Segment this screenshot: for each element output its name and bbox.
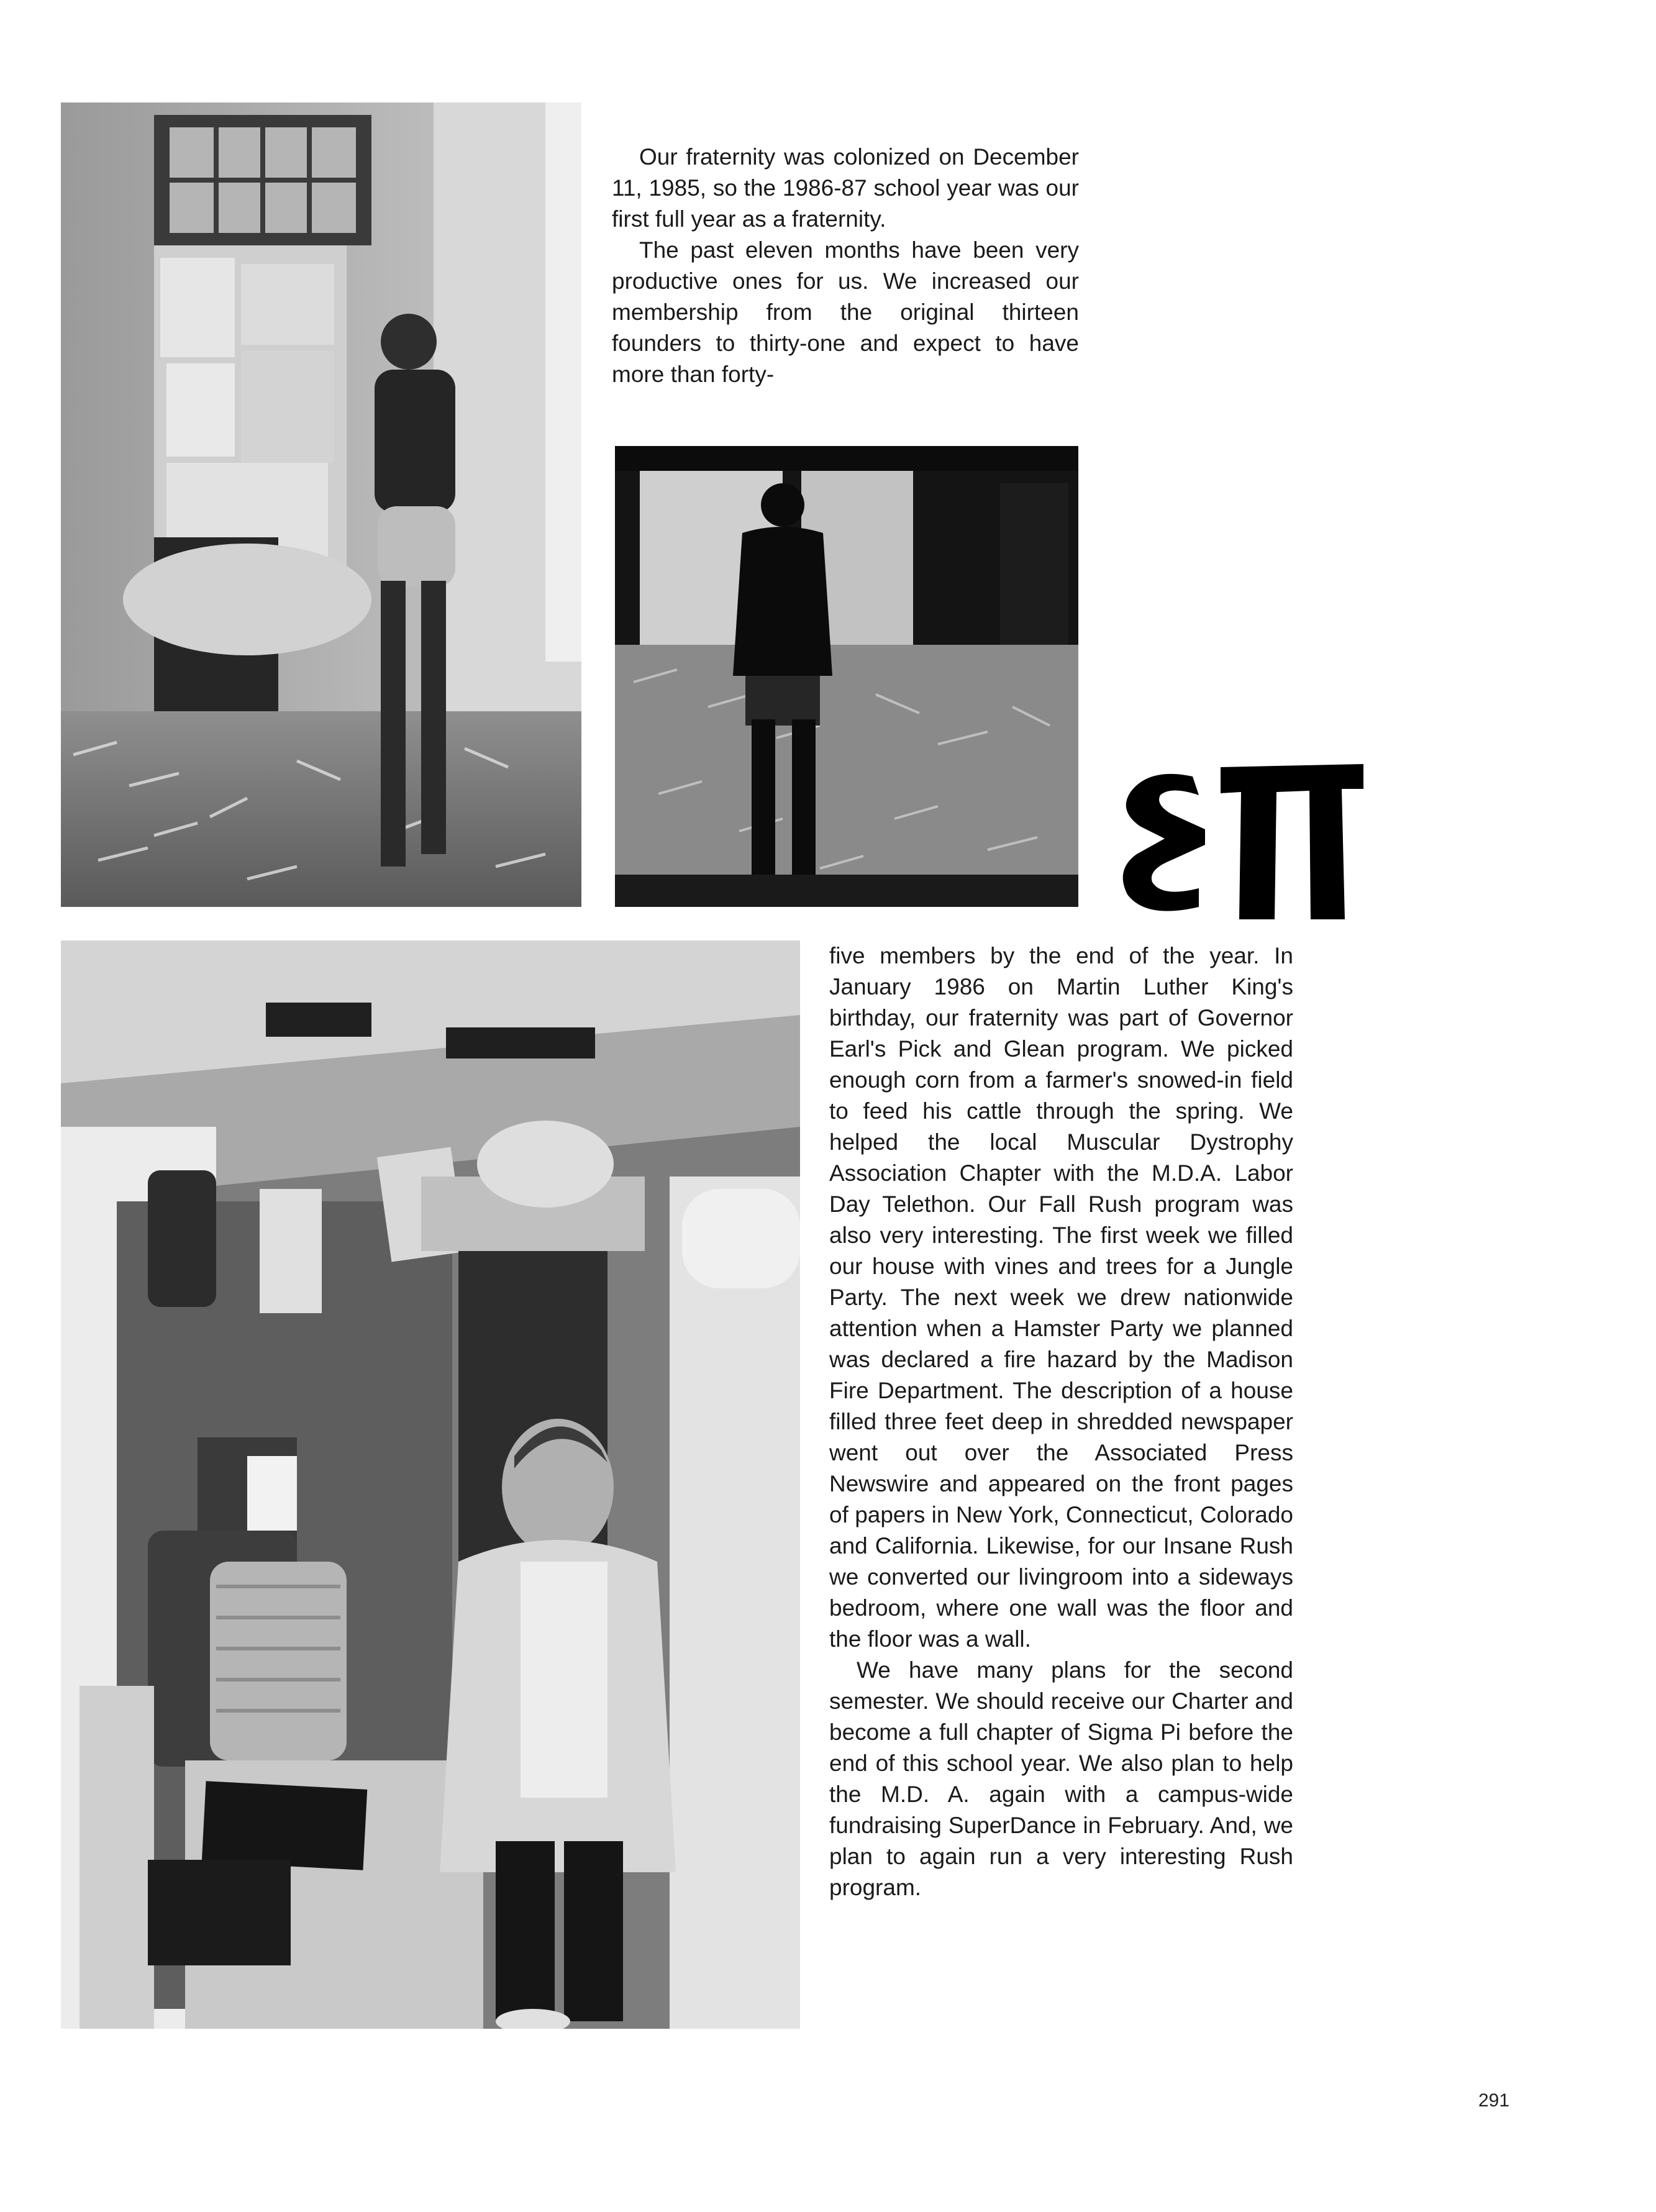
photo-sideways-bedroom-image — [61, 940, 800, 2029]
article-paragraph-1: Our fraternity was colonized on December 11, 1985, so the 1986-87 school year was our first full year as a fraternity. — [612, 144, 1079, 232]
photo-shredded-newspaper-doorway — [61, 102, 581, 907]
page-number: 291 — [1478, 2090, 1510, 2111]
sigma-pi-emblem — [1112, 742, 1373, 929]
article-text-top — [612, 142, 1079, 390]
emblem-letters-text: ΣΠ — [1112, 742, 1113, 743]
article-text-bottom — [829, 940, 1293, 1903]
sigma-pi-letters-icon — [1112, 742, 1373, 929]
photo-silhouette-shredded-paper-image — [615, 446, 1078, 907]
photo-sideways-bedroom — [61, 940, 800, 2029]
article-paragraph-2-end: five members by the end of the year. In January 1986 on Martin Luther King's birthday, our fraternity was part of Governor Earl's Pick and Glean program. We picked enough corn from a farmer's snowed-in field to feed his cattle through the spring. We helped the local Muscular Dystrophy Association Chapter with the M.D.A. Labor Day Telethon. Our Fall Rush program was also very interesting. The first week we filled our house with vines and trees for a Jungle Party. The next week we drew nationwide attention when a Hamster Party we planned was declared a fire hazard by the Madison Fire Department. The description of a house filled three feet deep in shredded newspaper went out over the Associated Press Newswire and appeared on the front pages of papers in New York, Connecticut, Colorado and California. Likewise, for our Insane Rush we converted our livingroom into a sideways bedroom, where one wall was the floor and the floor was a wall. — [829, 943, 1293, 1652]
article-paragraph-3: We have many plans for the second semester. We should receive our Charter and become a full chapter of Sigma Pi before the end of this school year. We also plan to help the M.D. A. again with a campus-wide fundraising SuperDance in February. And, we plan to again run a very interesting Rush program. — [829, 1657, 1293, 1900]
article-paragraph-2-start: The past eleven months have been very productive ones for us. We increased our membership from the original thirteen founders to thirty-one and expect to have more than forty- — [612, 237, 1079, 387]
photo-silhouette-shredded-paper — [615, 446, 1078, 907]
photo-shredded-newspaper-doorway-image — [61, 102, 581, 907]
